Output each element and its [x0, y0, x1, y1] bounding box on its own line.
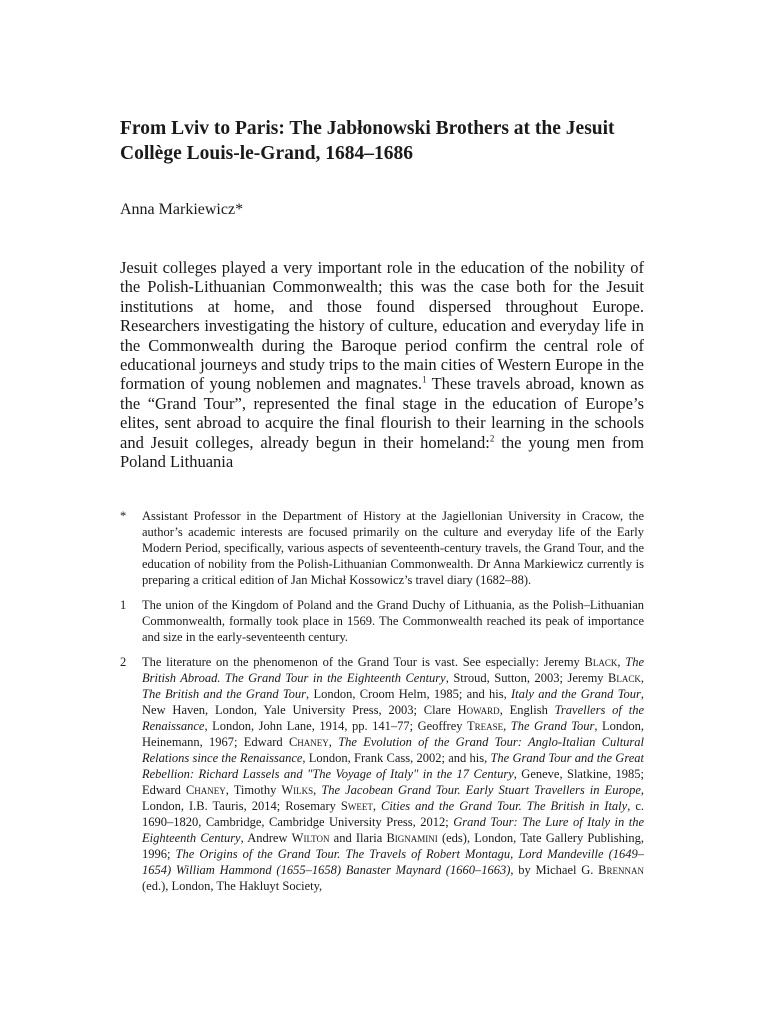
footnote-2 [120, 654, 644, 894]
work-title: The British and the Grand Tour [142, 687, 307, 701]
author-surname: Chaney [288, 735, 329, 749]
work-title: The Grand Tour [510, 719, 595, 733]
author-surname: Trease [467, 719, 504, 733]
footnote-1 [120, 597, 644, 645]
footnote-mark: 1 [120, 598, 127, 612]
fn-text: (ed.), London, The Hakluyt Society, [142, 879, 323, 893]
fn-text: , [328, 735, 339, 749]
work-title: Travellers of the Renaissance [142, 703, 644, 733]
fn-text: , [640, 671, 644, 685]
fn-text: , Timothy [225, 783, 282, 797]
fn-text: , Stroud, Sutton, 2003; Jeremy [445, 671, 609, 685]
fn-text: The literature on the phenomenon of the Grand Tour is vast. See especially: Jeremy [142, 655, 585, 669]
body-text-main: Jesuit colleges played a very important role in the education of the nobility of the Polish-Lithuanian Commonwealth; this was the case both for the Jesuit institutions at home, and those found dispersed throughout Europe. Researchers investigating the history of culture, education and everyday life in the Commonwealth during the Baroque period confirm the central role of educational journeys and study trips to the main cities of Western Europe in the formation of young noblemen and magnates. [120, 258, 644, 394]
author-surname: Chaney [185, 783, 226, 797]
footnote-mark: * [120, 509, 127, 523]
fn-text: and Ilaria [329, 831, 387, 845]
author-surname: Sweet [340, 799, 373, 813]
footnotes-section [120, 508, 644, 934]
author-surname: Bignamini [386, 831, 438, 845]
author-surname: Wilton [291, 831, 330, 845]
fn-text: , London, Frank Cass, 2002; and his, [302, 751, 491, 765]
fn-text: (eds), London, Tate Gallery Publishing, 1996; [142, 831, 644, 861]
fn-text: , [617, 655, 626, 669]
author-surname: Howard [457, 703, 500, 717]
article-title: From Lviv to Paris: The Jabłonowski Brothers at the Jesuit Collège Louis-le-Grand, 1684–1686 [120, 118, 615, 164]
work-title: The British Abroad. The Grand Tour in the Eighteenth Century [142, 655, 644, 685]
page [120, 0, 644, 1024]
footnote-ref-1[interactable]: 1 [422, 374, 427, 385]
footnote-ref-2[interactable]: 2 [489, 433, 495, 444]
fn-text: , Andrew [240, 831, 292, 845]
author-surname: Black [608, 671, 641, 685]
work-title: The Origins of the Grand Tour. The Travels of Robert Montagu, Lord Mandeville (1649–1654) William Hammond (1655–1658) Banaster Maynard (1660–1663) [142, 847, 644, 877]
footnote-text [142, 654, 644, 894]
fn-text: , New Haven, London, Yale University Press, 2003; Clare [142, 687, 644, 717]
fn-text: , English [499, 703, 555, 717]
footnote-text: Assistant Professor in the Department of History at the Jagiellonian University in Cracow, the author’s academic interests are focused primarily on the culture and everyday life of the Early Modern Period, specifically, various aspects of seventeenth-century travels, the Grand Tour, and the education of nobility from the Polish-Lithuanian Commonwealth. Dr Anna Markiewicz currently is preparing a critical edition of Jan Michał Kossowicz’s travel diary (1682–88). [142, 509, 644, 587]
fn-text: , [503, 719, 511, 733]
work-title: Grand Tour: The Lure of Italy in the Eighteenth Century [142, 815, 644, 845]
footnote-star [120, 508, 644, 588]
work-title: The Grand Tour and the Great Rebellion: Richard Lassels and "The Voyage of Italy" in the 17 Century [142, 751, 644, 781]
author-name: Anna Markiewicz* [120, 201, 244, 218]
work-title: The Evolution of the Grand Tour: Anglo-Italian Cultural Relations since the Renaissance [142, 735, 644, 765]
body-text-end: the young men from Poland Lithuania [120, 432, 644, 472]
body-paragraph [120, 258, 644, 491]
author-surname: Wilks [281, 783, 314, 797]
fn-text: , London, I.B. Tauris, 2014; Rosemary [142, 783, 644, 813]
fn-text: , Geneve, Slatkine, 1985; Edward [142, 767, 644, 797]
fn-text: , London, John Lane, 1914, pp. 141–77; Geoffrey [204, 719, 468, 733]
work-title: Cities and the Grand Tour. The British in Italy [381, 799, 628, 813]
fn-text: , [313, 783, 322, 797]
fn-text: , c. 1690–1820, Cambridge, Cambridge University Press, 2012; [142, 799, 644, 829]
body-text-continued: These travels abroad, known as the “Grand Tour”, represented the final stage in the education of Europe’s elites, sent abroad to acquire the final flourish to their learning in the schools and Jesuit colleges, already begun in their homeland: [120, 374, 644, 452]
work-title: Italy and the Grand Tour [511, 687, 641, 701]
footnote-text: The union of the Kingdom of Poland and the Grand Duchy of Lithuania, as the Polish–Lithuanian Commonwealth, formally took place in 1569. The Commonwealth reached its peak of importance and size in the early-seventeenth century. [142, 598, 644, 644]
fn-text: , London, Heinemann, 1967; Edward [142, 719, 644, 749]
fn-text: , London, Croom Helm, 1985; and his, [306, 687, 511, 701]
fn-text: , by Michael G. [510, 863, 599, 877]
author-surname: Black [584, 655, 618, 669]
author-surname: Brennan [598, 863, 644, 877]
fn-text: , [372, 799, 381, 813]
work-title: The Jacobean Grand Tour. Early Stuart Travellers in Europe [321, 783, 641, 797]
footnote-mark: 2 [120, 655, 127, 669]
